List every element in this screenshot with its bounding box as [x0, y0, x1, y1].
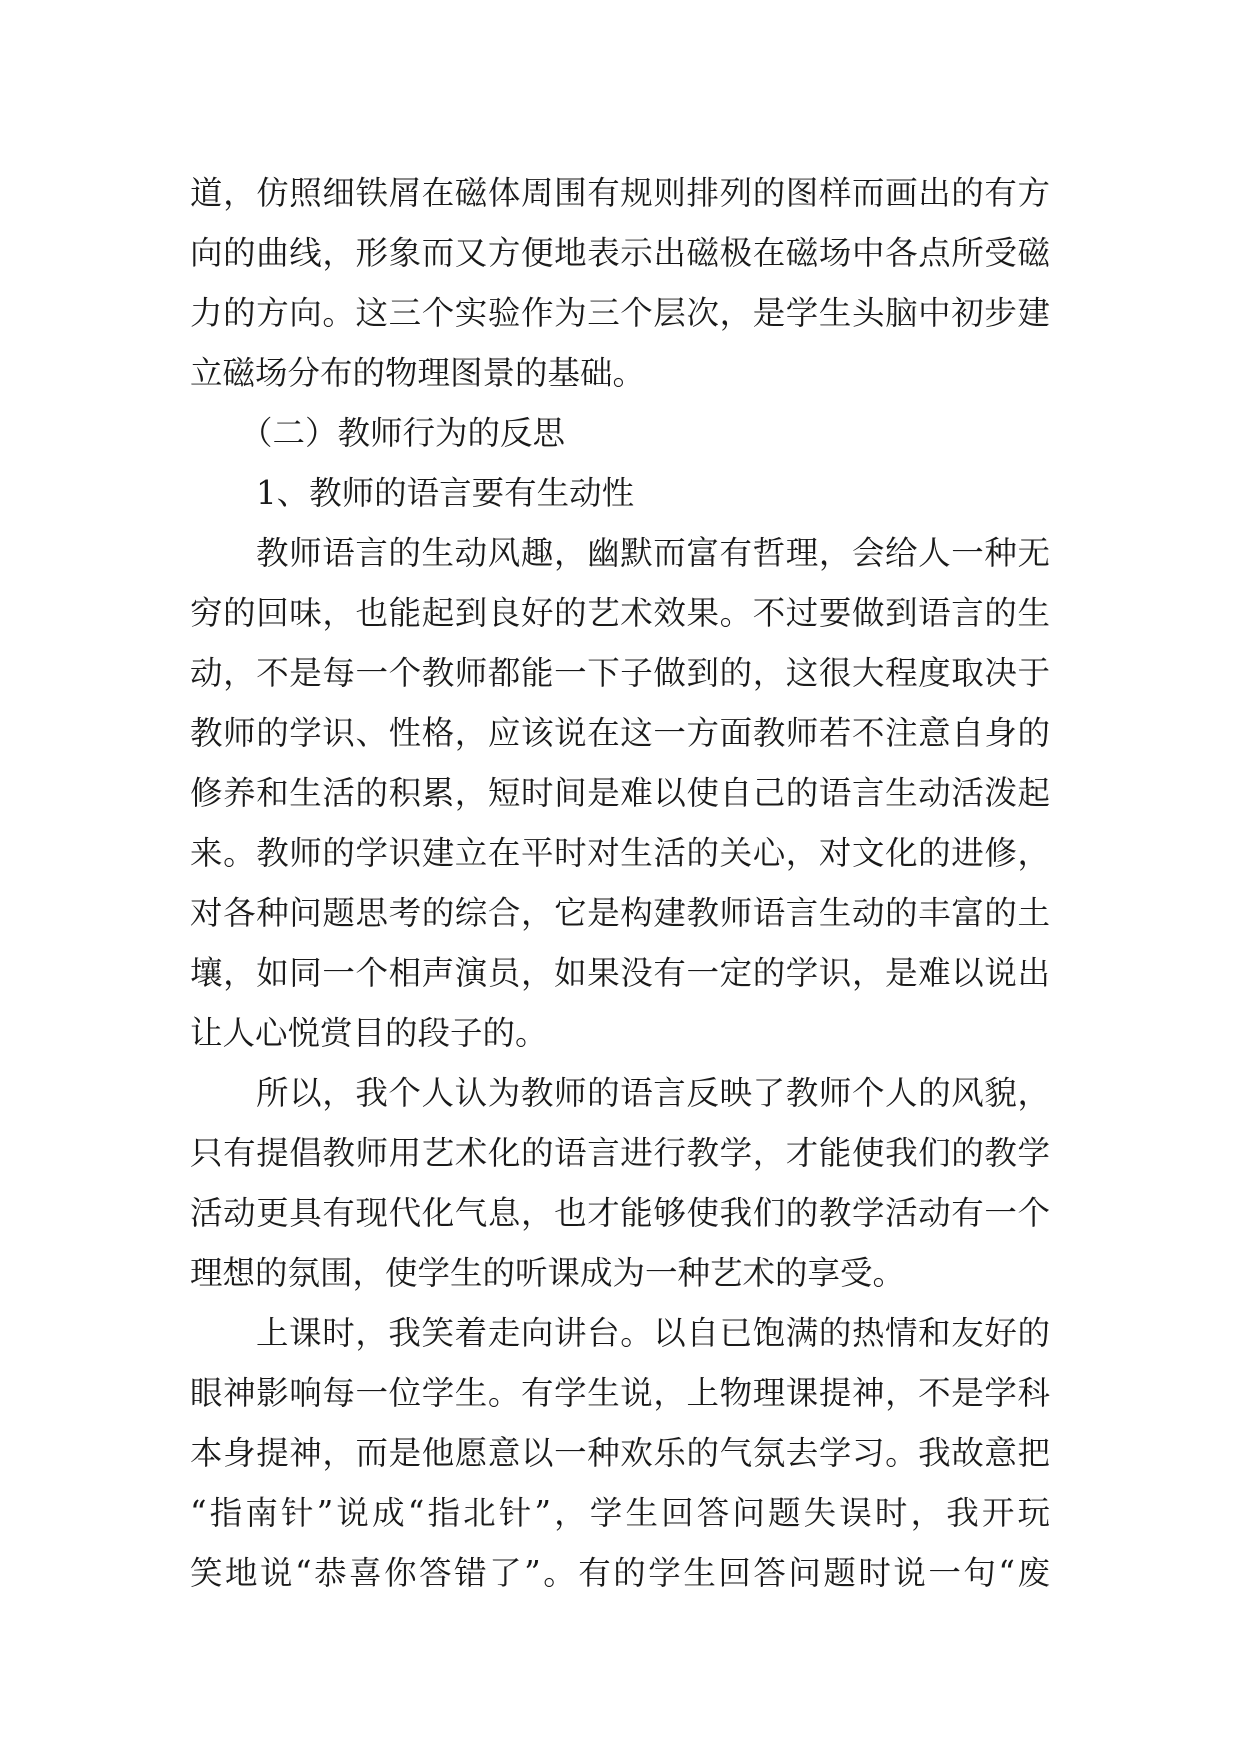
text-line: 修养和生活的积累，短时间是难以使自己的语言生动活泼起	[190, 774, 1050, 812]
text-line: 对各种问题思考的综合，它是构建教师语言生动的丰富的土	[190, 894, 1050, 932]
text-line: 让人心悦赏目的段子的。	[190, 1014, 548, 1052]
text-line: 力的方向。这三个实验作为三个层次，是学生头脑中初步建	[190, 294, 1050, 332]
text-line: “指南针”说成“指北针”，学生回答问题失误时，我开玩	[190, 1494, 1050, 1532]
text-line: 教师语言的生动风趣，幽默而富有哲理，会给人一种无	[256, 534, 1050, 572]
text-line: 立磁场分布的物理图景的基础。	[190, 354, 646, 392]
text-line: 本身提神，而是他愿意以一种欢乐的气氛去学习。我故意把	[190, 1434, 1050, 1472]
text-line: 教师的学识、性格，应该说在这一方面教师若不注意自身的	[190, 714, 1050, 752]
text-line: 笑地说“恭喜你答错了”。有的学生回答问题时说一句“废	[190, 1554, 1050, 1592]
text-line: 所以，我个人认为教师的语言反映了教师个人的风貌，	[256, 1074, 1050, 1112]
text-line: 活动更具有现代化气息，也才能够使我们的教学活动有一个	[190, 1194, 1050, 1232]
text-line: 道，仿照细铁屑在磁体周围有规则排列的图样而画出的有方	[190, 174, 1050, 212]
text-line: 眼神影响每一位学生。有学生说，上物理课提神，不是学科	[190, 1374, 1050, 1412]
text-line: 壤，如同一个相声演员，如果没有一定的学识，是难以说出	[190, 954, 1050, 992]
text-line: 向的曲线，形象而又方便地表示出磁极在磁场中各点所受磁	[190, 234, 1050, 272]
section-heading: （二）教师行为的反思	[240, 414, 566, 452]
text-line: 动，不是每一个教师都能一下子做到的，这很大程度取决于	[190, 654, 1050, 692]
text-line: 理想的氛围，使学生的听课成为一种艺术的享受。	[190, 1254, 906, 1292]
document-body	[190, 163, 1050, 1603]
text-line: 来。教师的学识建立在平时对生活的关心，对文化的进修，	[190, 834, 1050, 872]
text-line: 穷的回味，也能起到良好的艺术效果。不过要做到语言的生	[190, 594, 1050, 632]
text-line: 上课时，我笑着走向讲台。以自已饱满的热情和友好的	[256, 1314, 1050, 1352]
subsection-heading: 1、教师的语言要有生动性	[256, 474, 635, 512]
text-line: 只有提倡教师用艺术化的语言进行教学，才能使我们的教学	[190, 1134, 1050, 1172]
